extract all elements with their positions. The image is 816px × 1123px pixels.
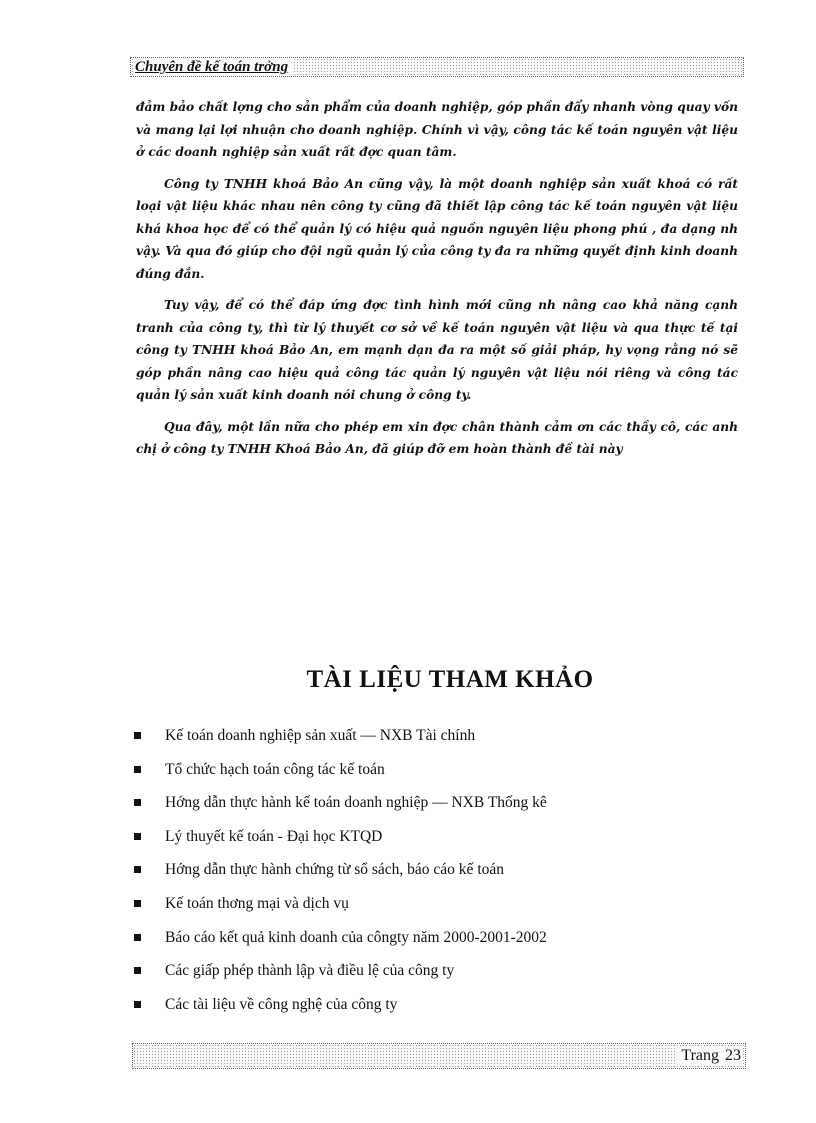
reference-item [133,928,733,962]
paragraph-3: Tuy vậy, để có thể đáp ứng đợc tình hình mới cũng nh nâng cao khả năng cạnh tranh của công ty, thì từ lý thuyết cơ sở về kế toán nguyên vật liệu và qua thực tế tại công ty TNHH khoá Bảo An, em mạnh dạn đa ra một số giải pháp, hy vọng rằng nó sẽ góp phần nâng cao hiệu quả công tác quản lý nguyên vật liệu nói riêng và công tác quản lý sản xuất kinh doanh nói chung ở công ty. [136,298,738,402]
bullet-icon [134,766,141,773]
reference-item [133,995,733,1029]
reference-item [133,793,733,827]
reference-text: Kế toán doanh nghiệp sản xuất — NXB Tài chính [165,727,476,744]
page-footer [132,1043,746,1069]
paragraph-4: Qua đây, một lần nữa cho phép em xin đợc chân thành cảm ơn các thầy cô, các anh chị ở công ty TNHH Khoá Bảo An, đã giúp đỡ em hoàn thành đề tài này [136,419,738,456]
bullet-icon [134,934,141,941]
header-title: Chuyên đề kế toán trởng [135,58,292,76]
page-label: Trang [681,1047,719,1064]
reference-item [133,860,733,894]
page-header [130,57,744,77]
reference-item [133,894,733,928]
body-text [136,96,738,470]
reference-text: Báo cáo kết quả kinh doanh của côngty năm 2000-2001-2002 [165,928,547,946]
reference-text: Tổ chức hạch toán công tác kế toán [165,760,385,778]
references-list [133,726,733,1028]
reference-text: Kế toán thơng mại và dịch vụ [165,894,349,912]
bullet-icon [134,732,141,739]
bullet-icon [134,799,141,806]
reference-item [133,726,733,760]
reference-text: Các giấp phép thành lập và điều lệ của công ty [165,962,455,980]
reference-text: Hớng dẫn thực hành kế toán doanh nghiệp — NXB Thống kê [165,794,547,812]
paragraph-2: Công ty TNHH khoá Bảo An cũng vậy, là một doanh nghiệp sản xuất khoá có rất loại vật liệu khác nhau nên công ty cũng đã thiết lập công tác kế toán nguyên vật liệu khá khoa học để có thể quản lý có hiệu quả nguồn nguyên liệu phong phú , đa dạng nh vậy. Và qua đó giúp cho đội ngũ quản lý của công ty đa ra những quyết định kinh doanh đúng đắn. [136,176,738,281]
reference-text: Hớng dẫn thực hành chứng từ sổ sách, báo cáo kế toán [165,861,505,879]
references-title: TÀI LIỆU THAM KHẢO [306,666,594,693]
reference-text: Các tài liệu về công nghệ của công ty [165,995,398,1013]
reference-item [133,760,733,794]
paragraph-1: đảm bảo chất lợng cho sản phẩm của doanh nghiệp, góp phần đẩy nhanh vòng quay vốn và mang lại lợi nhuận cho doanh nghiệp. Chính vì vậy, công tác kế toán nguyên vật liệu ở các doanh nghiệp sản xuất rất đợc quan tâm. [136,100,738,159]
bullet-icon [134,900,141,907]
bullet-icon [134,833,141,840]
reference-item [133,827,733,861]
reference-item [133,961,733,995]
bullet-icon [134,967,141,974]
page-number: 23 [725,1047,741,1064]
bullet-icon [134,1001,141,1008]
page-number-block [677,1046,741,1066]
reference-text: Lý thuyết kế toán - Đại học KTQD [165,827,383,845]
bullet-icon [134,866,141,873]
